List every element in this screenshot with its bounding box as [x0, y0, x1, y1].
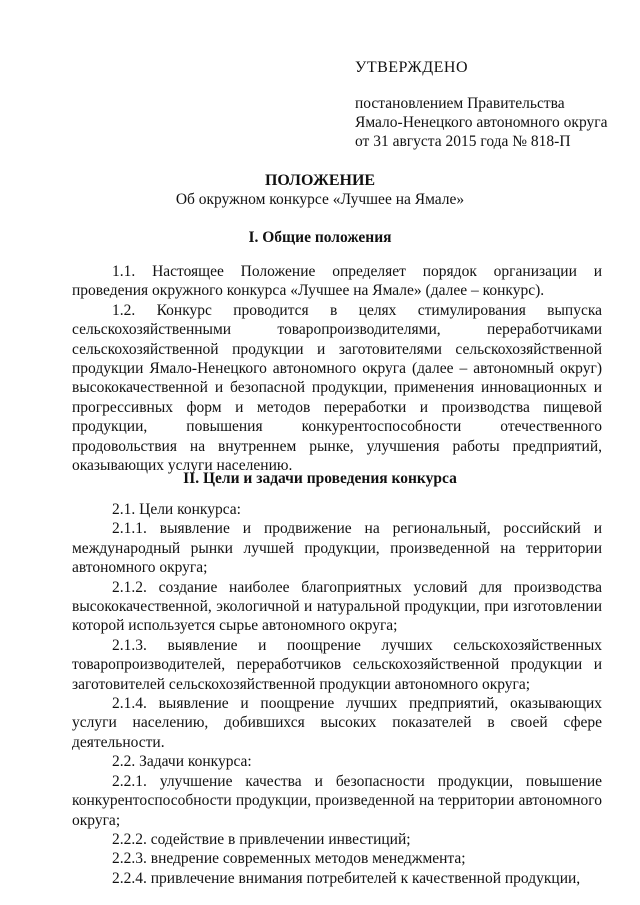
section-1-body: [72, 262, 602, 475]
paragraph-2-1-1: 2.1.1. выявление и продвижение на региональный, российский и международный рынки лучшей продукции, произведенной на территории автономного округа;: [72, 520, 602, 577]
approval-line-3: от 31 августа 2015 года № 818-П: [355, 133, 571, 150]
paragraph-2-2-3: 2.2.3. внедрение современных методов менеджмента;: [112, 850, 466, 868]
paragraph-2-1: 2.1. Цели конкурса:: [112, 501, 241, 518]
paragraph-2-2-1: 2.2.1. улучшение качества и безопасности продукции, повышение конкурентоспособности продукции, произведенной на территории автономного округа;: [72, 772, 602, 829]
approval-heading: УТВЕРЖДЕНО: [355, 59, 469, 76]
approval-line-2: Ямало-Ненецкого автономного округа: [355, 114, 608, 131]
approval-block: [355, 58, 635, 151]
paragraph-2-2: 2.2. Задачи конкурса:: [112, 753, 252, 771]
paragraph-2-1-3: 2.1.3. выявление и поощрение лучших сельскохозяйственных товаропроизводителей, переработчиков сельскохозяйственной продукции и заготовителей сельскохозяйственной продукции автономного округа;: [72, 636, 602, 693]
section-2-heading: II. Цели и задачи проведения конкурса: [183, 470, 457, 487]
paragraph-2-2-2: 2.2.2. содействие в привлечении инвестиций;: [112, 830, 411, 848]
paragraph-1-1: 1.1. Настоящее Положение определяет порядок организации и проведения окружного конкурса «Лучшее на Ямале» (далее – конкурс).: [72, 263, 602, 300]
document-title: ПОЛОЖЕНИЕ: [264, 172, 376, 189]
approval-line-1: постановлением Правительства: [355, 95, 565, 112]
document-subtitle: Об окружном конкурсе «Лучшее на Ямале»: [175, 191, 465, 208]
paragraph-2-1-4: 2.1.4. выявление и поощрение лучших предприятий, оказывающих услуги населению, добившихся высоких показателей в своей сфере деятельности.: [72, 695, 602, 751]
section-1-heading: I. Общие положения: [248, 229, 392, 246]
paragraph-1-2: 1.2. Конкурс проводится в целях стимулирования выпуска сельскохозяйственными товаропроизводителями, переработчиками сельскохозяйственной продукции и заготовителями сельскохозяйственной продукции Ямало-Ненецкого автономного округа (далее – автономный округ) высококачественной и безопасной продукции, применения инновационных и прогрессивных форм и методов переработки и производства пищевой продукции, повышения конкурентоспособности отечественного продовольствия на внутреннем рынке, улучшения работы предприятий, оказывающих услуги населению.: [72, 301, 602, 475]
section-2-body: [72, 500, 602, 888]
paragraph-2-2-4: 2.2.4. привлечение внимания потребителей к качественной продукции,: [112, 869, 581, 887]
paragraph-2-1-2: 2.1.2. создание наиболее благоприятных условий для производства высококачественной, экологичной и натуральной продукции, при изготовлении которой используется сырье автономного округа;: [72, 578, 602, 635]
